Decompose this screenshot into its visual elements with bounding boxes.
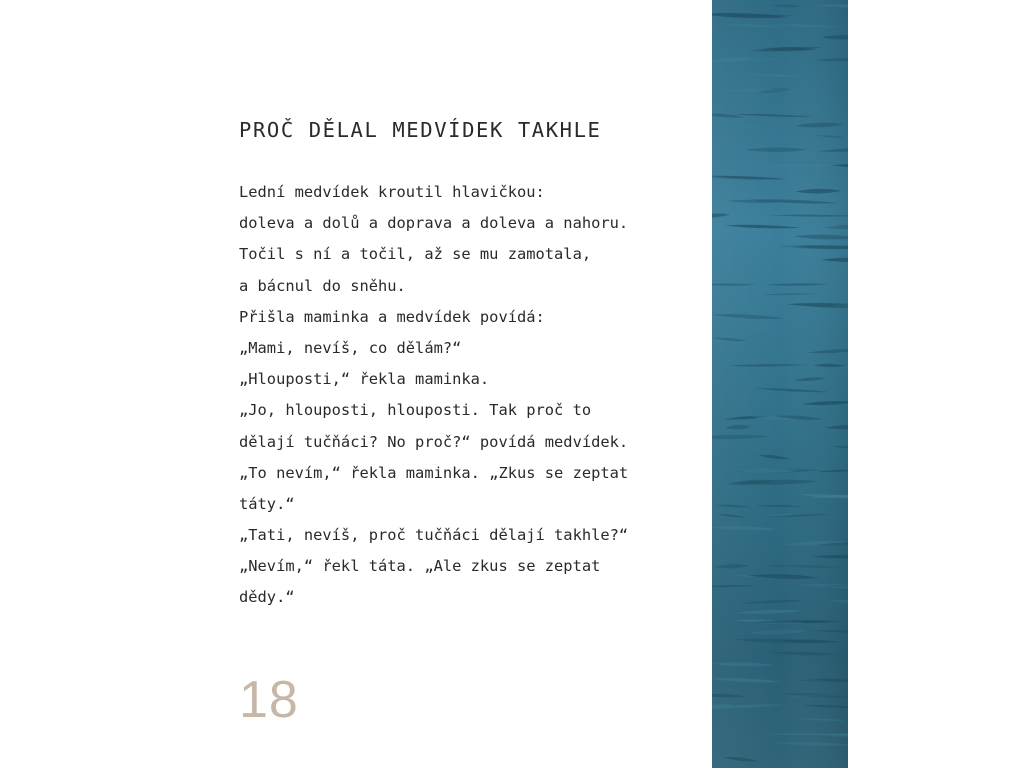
story-line: dědy.“: [239, 588, 295, 607]
story-line: a bácnul do sněhu.: [239, 276, 406, 295]
story-line: Lední medvídek kroutil hlavičkou:: [239, 183, 545, 201]
story-line: „Jo, hlouposti, hlouposti. Tak proč to: [239, 401, 592, 420]
story-line: Točil s ní a točil, až se mu zamotala,: [239, 245, 592, 264]
story-line: doleva a dolů a doprava a doleva a nahoru.: [239, 214, 629, 233]
water-illustration: [712, 0, 848, 768]
story-line: dělají tučňáci? No proč?“ povídá medvídek.: [239, 432, 629, 451]
story-line: „Tati, nevíš, proč tučňáci dělají takhle?“: [239, 526, 629, 545]
story-line: Přišla maminka a medvídek povídá:: [239, 307, 545, 326]
story-text: [239, 177, 689, 614]
story-line: „To nevím,“ řekla maminka. „Zkus se zeptat: [239, 463, 629, 482]
page-number: 18: [239, 671, 299, 729]
chapter-title: PROČ DĚLAL MEDVÍDEK TAKHLE: [239, 118, 602, 142]
story-line: táty.“: [239, 494, 295, 513]
story-line: „Nevím,“ řekl táta. „Ale zkus se zeptat: [239, 557, 601, 576]
story-line: „Mami, nevíš, co dělám?“: [239, 338, 462, 357]
water-texture: [712, 0, 848, 768]
story-line: „Hlouposti,“ řekla maminka.: [239, 370, 490, 389]
